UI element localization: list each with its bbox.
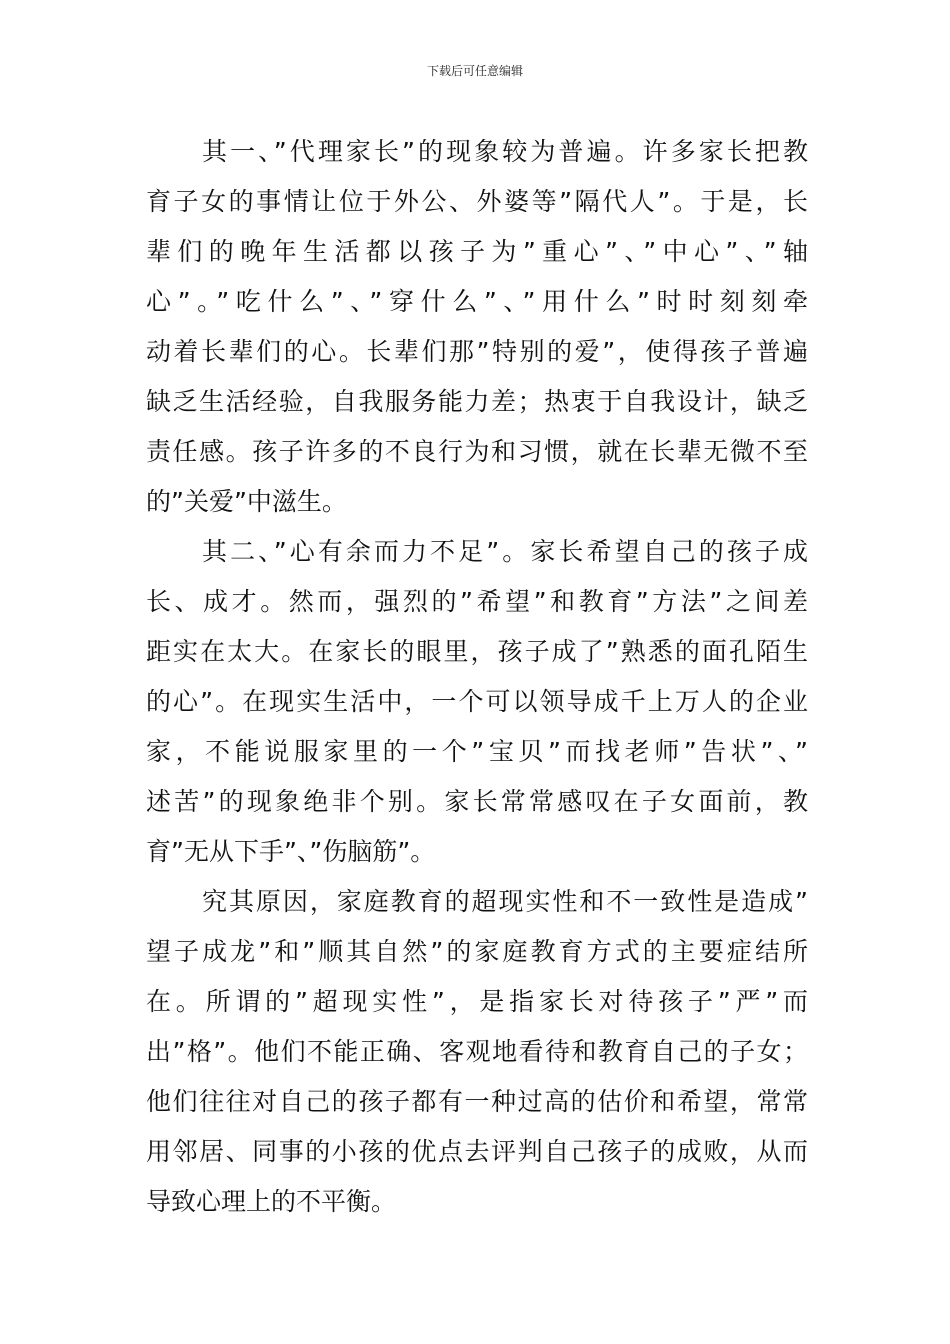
paragraph-3-line-7: 导致心理上的不平衡。 xyxy=(146,1187,397,1216)
paragraph-1-line-3: 辈们的晚年生活都以孩子为”重心”、”中心”、”轴 xyxy=(146,237,808,266)
paragraph-3-line-3: 在。所谓的”超现实性”，是指家长对待孩子”严”而 xyxy=(146,987,808,1016)
paragraph-2-line-4: 的心”。在现实生活中，一个可以领导成千上万人的企业 xyxy=(146,687,808,716)
paragraph-3-line-6: 用邻居、同事的小孩的优点去评判自己孩子的成败，从而 xyxy=(146,1137,808,1166)
paragraph-3-line-4: 出”格”。他们不能正确、客观地看待和教育自己的子女； xyxy=(146,1037,808,1066)
paragraph-1-line-7: 责任感。孩子许多的不良行为和习惯，就在长辈无微不至 xyxy=(146,437,808,466)
paragraph-1-line-6: 缺乏生活经验，自我服务能力差；热衷于自我设计，缺乏 xyxy=(146,387,808,416)
paragraph-2-line-7: 育”无从下手”、”伤脑筋”。 xyxy=(146,837,436,866)
paragraph-2-line-5: 家，不能说服家里的一个”宝贝”而找老师”告状”、” xyxy=(146,737,808,766)
paragraph-2-line-3: 距实在太大。在家长的眼里，孩子成了”熟悉的面孔陌生 xyxy=(146,637,808,666)
paragraph-3-line-1: 究其原因，家庭教育的超现实性和不一致性是造成” xyxy=(202,887,808,916)
paragraph-1-line-5: 动着长辈们的心。长辈们那”特别的爱”，使得孩子普遍 xyxy=(146,337,808,366)
paragraph-3-line-2: 望子成龙”和”顺其自然”的家庭教育方式的主要症结所 xyxy=(146,937,808,966)
page-header: 下载后可任意编辑 xyxy=(426,64,523,78)
paragraph-2-line-6: 述苦”的现象绝非个别。家长常常感叹在子女面前，教 xyxy=(146,787,808,816)
paragraph-1-line-2: 育子女的事情让位于外公、外婆等”隔代人”。于是，长 xyxy=(146,187,808,216)
paragraph-1-line-1: 其一、”代理家长”的现象较为普遍。许多家长把教 xyxy=(202,137,808,166)
document-body xyxy=(146,127,808,1227)
paragraph-1-line-4: 心”。”吃什么”、”穿什么”、”用什么”时时刻刻牵 xyxy=(146,287,808,316)
paragraph-1-line-8: 的”关爱”中滋生。 xyxy=(146,487,347,516)
paragraph-2-line-1: 其二、”心有余而力不足”。家长希望自己的孩子成 xyxy=(202,537,808,566)
paragraph-3-line-5: 他们往往对自己的孩子都有一种过高的估价和希望，常常 xyxy=(146,1087,808,1116)
paragraph-2-line-2: 长、成才。然而，强烈的”希望”和教育”方法”之间差 xyxy=(146,587,808,616)
